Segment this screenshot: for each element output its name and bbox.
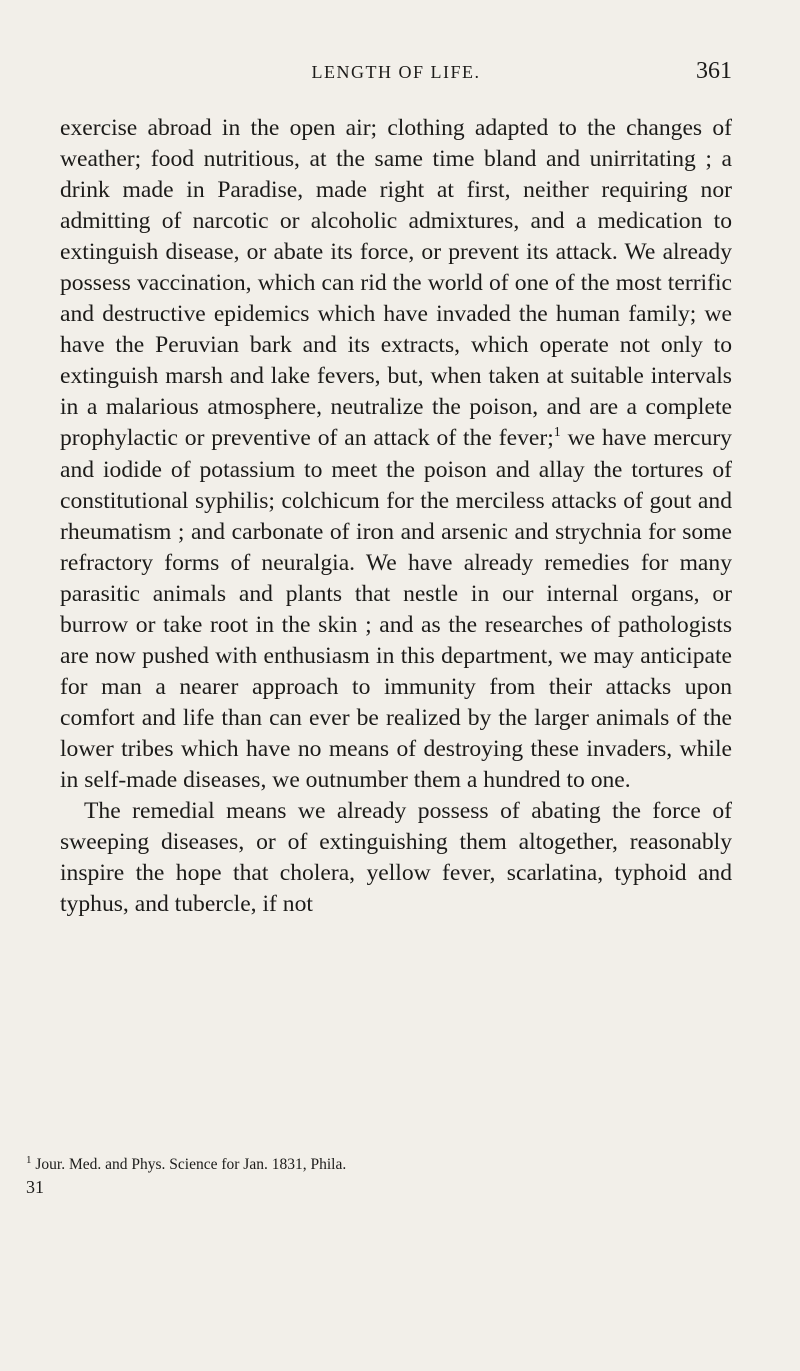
paragraph-text: we have mercury and iodide of potassium to meet the poison and allay the tortures of constitutional syphilis; colchicum for the merciless attacks of gout and rheumatism ; and carbonate of iron and arsenic and strychnia for some refractory forms of neuralgia. We have already remedies for many parasitic animals and plants that nestle in our internal organs, or burrow or take root in the skin ; and as the researches of pathologists are now pushed with enthusiasm in this department, we may anticipate for man a nearer approach to immunity from their attacks upon comfort and life than can ever be realized by the larger animals of the lower tribes which have no means of destroying these invaders, while in self-made diseases, we outnumber them a hundred to one.	[60, 425, 732, 793]
paragraph	[60, 113, 732, 796]
paragraph-text: exercise abroad in the open air; clothing adapted to the changes of weather; food nutritious, at the same time bland and unirritating ; a drink made in Paradise, made right at first, neither requiring nor admitting of narcotic or alcoholic admixtures, and a medication to extinguish disease, or abate its force, or prevent its attack. We already possess vaccination, which can rid the world of one of the most terrific and destructive epidemics which have invaded the human family; we have the Peruvian bark and its extracts, which operate not only to extinguish marsh and lake fevers, but, when taken at suitable intervals in a malarious atmosphere, neutralize the poison, and are a complete prophylactic or preventive of an attack of the fever;	[60, 115, 732, 452]
footnote-marker: 1	[26, 1154, 32, 1166]
page-number: 361	[696, 58, 732, 84]
book-page	[60, 58, 732, 920]
footnote	[26, 1155, 346, 1175]
body-text	[60, 113, 732, 920]
running-head-title: LENGTH OF LIFE.	[311, 62, 481, 82]
paragraph: The remedial means we already possess of abating the force of sweeping diseases, or of extinguishing them altogether, reasonably inspire the hope that cholera, yellow fever, scarlatina, typhoid and typhus, and tubercle, if not	[60, 798, 732, 918]
footnote-reference: 1	[553, 425, 561, 441]
footnote-text: Jour. Med. and Phys. Science for Jan. 1831, Phila.	[31, 1156, 347, 1173]
running-head	[60, 58, 732, 90]
signature-mark: 31	[26, 1177, 44, 1197]
